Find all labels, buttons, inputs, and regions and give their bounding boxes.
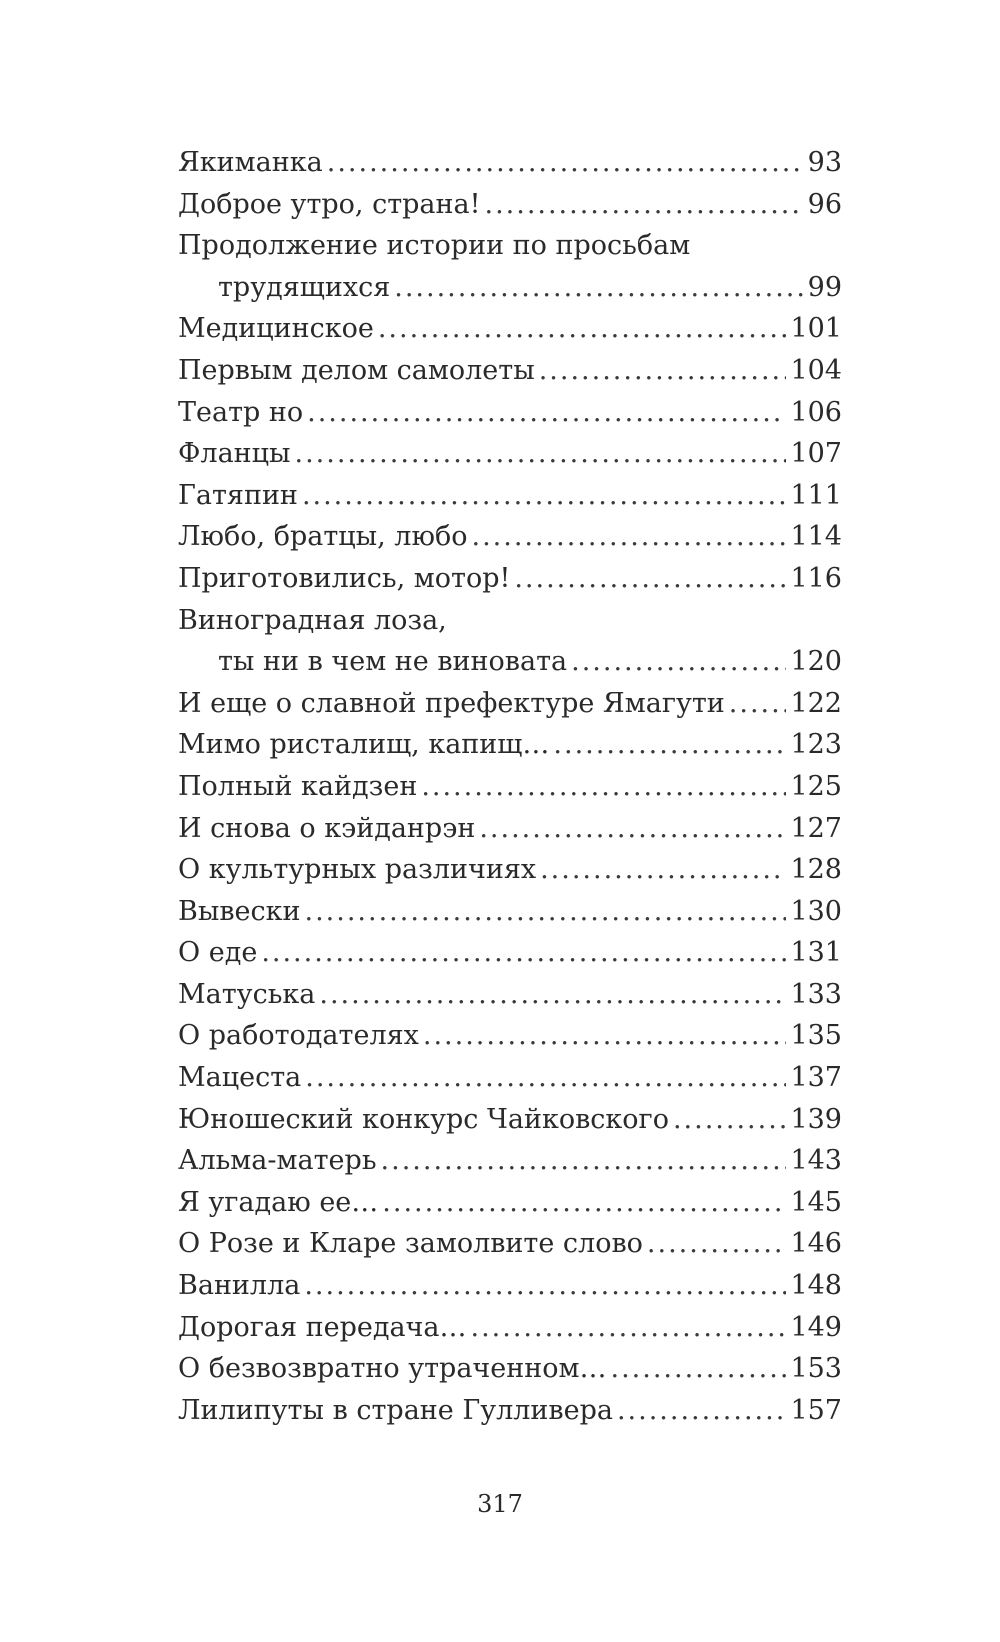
- toc-entry-title: Продолжение истории по просьбам: [178, 230, 691, 262]
- toc-entry: [178, 1057, 842, 1099]
- toc-entry: [178, 766, 842, 808]
- toc-entry-page: 145: [790, 1186, 842, 1218]
- toc-entry-page: 146: [790, 1228, 842, 1260]
- toc-entry-title: О безвозвратно утраченном…: [178, 1353, 607, 1385]
- toc-dot-leader: [571, 641, 786, 683]
- toc-entry-page: 120: [790, 646, 842, 678]
- toc-entry: [178, 1140, 842, 1182]
- toc-entry-line: [178, 1057, 842, 1099]
- page-number: 317: [477, 1490, 523, 1518]
- toc-dot-leader: [381, 1140, 787, 1182]
- toc-entry-title-continuation: ты ни в чем не виновата: [218, 646, 568, 678]
- toc-dot-leader: [319, 974, 786, 1016]
- toc-entry-title: О культурных различиях: [178, 854, 537, 886]
- toc-entry: [178, 1265, 842, 1307]
- toc-entry-page: 96: [807, 188, 842, 220]
- toc-entry-line: [178, 267, 842, 309]
- toc-entry: [178, 683, 842, 725]
- toc-entry-page: 128: [790, 854, 842, 886]
- toc-entry: [178, 1390, 842, 1432]
- toc-entry-line: [178, 849, 842, 891]
- toc-entry-title: Фланцы: [178, 438, 291, 470]
- toc-dot-leader: [295, 433, 787, 475]
- toc-entry: [178, 600, 842, 683]
- toc-entry-page: 157: [790, 1394, 842, 1426]
- toc-entry-line: [178, 1307, 842, 1349]
- toc-dot-leader: [421, 766, 786, 808]
- toc-entry-page: 139: [790, 1103, 842, 1135]
- toc-entry-title: И еще о славной префектуре Ямагути: [178, 687, 725, 719]
- toc-entry-title-continuation: трудящихся: [218, 271, 391, 303]
- toc-entry: [178, 433, 842, 475]
- toc-entry-title: Любо, братцы, любо: [178, 521, 468, 553]
- toc-dot-leader: [471, 1307, 787, 1349]
- toc-entry-page: 122: [790, 687, 842, 719]
- toc-entry-title: Приготовились, мотор!: [178, 562, 511, 594]
- toc-entry: [178, 808, 842, 850]
- toc-entry: [178, 1099, 842, 1141]
- toc-dot-leader: [479, 808, 786, 850]
- toc-entry: [178, 225, 842, 308]
- toc-dot-leader: [539, 350, 787, 392]
- toc-entry-page: 130: [790, 895, 842, 927]
- toc-entry-line: [178, 724, 842, 766]
- toc-dot-leader: [378, 308, 787, 350]
- toc-entry-line: [178, 350, 842, 392]
- toc-entry-line: [178, 1265, 842, 1307]
- toc-entry-page: 93: [807, 147, 842, 178]
- toc-entry-title: Мацеста: [178, 1062, 302, 1094]
- toc-entry-title: И снова о кэйданрэн: [178, 812, 476, 844]
- toc-entry-title: Медицинское: [178, 313, 374, 345]
- toc-entry-title: Ванилла: [178, 1270, 301, 1302]
- toc-entry-page: 131: [790, 937, 842, 969]
- toc-entry-page: 123: [790, 729, 842, 761]
- toc-entry-title: Якиманка: [178, 147, 323, 178]
- toc-dot-leader: [729, 683, 787, 725]
- toc-entry-line: [178, 516, 842, 558]
- toc-dot-leader: [382, 1182, 786, 1224]
- toc-entry-title: О работодателях: [178, 1020, 419, 1052]
- toc-entry-title: Доброе утро, страна!: [178, 188, 481, 220]
- toc-entry-title: Альма-матерь: [178, 1145, 377, 1177]
- toc-entry-line: [178, 891, 842, 933]
- table-of-contents: [178, 142, 842, 1431]
- toc-entry-page: 111: [790, 479, 842, 511]
- toc-dot-leader: [611, 1348, 787, 1390]
- toc-dot-leader: [673, 1099, 787, 1141]
- toc-entry: [178, 350, 842, 392]
- toc-entry-line: [178, 142, 842, 184]
- toc-entry-line: [178, 932, 842, 974]
- toc-entry-title: Виноградная лоза,: [178, 604, 447, 636]
- toc-entry: [178, 558, 842, 600]
- toc-entry-page: 107: [790, 438, 842, 470]
- toc-entry-line: [178, 808, 842, 850]
- toc-entry-line: [178, 433, 842, 475]
- toc-dot-leader: [553, 724, 786, 766]
- toc-entry: [178, 932, 842, 974]
- toc-entry-title: Театр но: [178, 396, 304, 428]
- toc-entry: [178, 142, 842, 184]
- toc-dot-leader: [304, 1265, 786, 1307]
- toc-entry-page: 153: [790, 1353, 842, 1385]
- toc-entry-page: 143: [790, 1145, 842, 1177]
- toc-entry-title: Мимо ристалищ, капищ…: [178, 729, 550, 761]
- toc-dot-leader: [302, 475, 787, 517]
- toc-dot-leader: [617, 1390, 786, 1432]
- toc-entry: [178, 1223, 842, 1265]
- toc-entry-page: 137: [790, 1062, 842, 1094]
- toc-entry-line: [178, 683, 842, 725]
- toc-entry-title: Лилипуты в стране Гулливера: [178, 1394, 613, 1426]
- toc-entry-line: [178, 1015, 842, 1057]
- toc-entry-page: 125: [790, 770, 842, 802]
- toc-entry: [178, 1348, 842, 1390]
- toc-entry-page: 114: [790, 521, 842, 553]
- toc-dot-leader: [514, 558, 786, 600]
- toc-dot-leader: [305, 1057, 786, 1099]
- toc-entry-page: 133: [790, 978, 842, 1010]
- toc-dot-leader: [647, 1223, 787, 1265]
- toc-entry-line: [178, 641, 842, 683]
- toc-dot-leader: [307, 392, 786, 434]
- toc-entry: [178, 516, 842, 558]
- toc-entry-line: [178, 308, 842, 350]
- toc-entry-line: [178, 1099, 842, 1141]
- toc-entry: [178, 891, 842, 933]
- toc-entry: [178, 849, 842, 891]
- toc-dot-leader: [327, 142, 804, 184]
- toc-entry-title: Полный кайдзен: [178, 770, 418, 802]
- toc-entry-page: 116: [790, 562, 842, 594]
- toc-entry-title: О еде: [178, 937, 258, 969]
- toc-entry-page: 149: [790, 1311, 842, 1343]
- toc-entry-page: 106: [790, 396, 842, 428]
- toc-entry: [178, 1182, 842, 1224]
- toc-entry: [178, 974, 842, 1016]
- toc-entry-page: 127: [790, 812, 842, 844]
- toc-entry-line: [178, 184, 842, 226]
- toc-entry: [178, 1015, 842, 1057]
- toc-entry-title: Я угадаю ее…: [178, 1186, 379, 1218]
- toc-entry-title: Юношеский конкурс Чайковского: [178, 1103, 669, 1135]
- toc-entry-line: [178, 766, 842, 808]
- toc-entry-line: [178, 392, 842, 434]
- toc-dot-leader: [305, 891, 787, 933]
- toc-entry-line: [178, 1140, 842, 1182]
- toc-dot-leader: [471, 516, 786, 558]
- toc-entry-line: [178, 1390, 842, 1432]
- toc-entry-page: 135: [790, 1020, 842, 1052]
- toc-entry-title: Первым делом самолеты: [178, 354, 535, 386]
- toc-entry-page: 101: [790, 313, 842, 345]
- toc-dot-leader: [261, 932, 786, 974]
- toc-entry-line: [178, 1223, 842, 1265]
- toc-entry-line: [178, 974, 842, 1016]
- toc-entry-title: Гатяпин: [178, 479, 298, 511]
- toc-dot-leader: [394, 267, 803, 309]
- toc-dot-leader: [484, 184, 803, 226]
- toc-entry: [178, 184, 842, 226]
- toc-entry-line: [178, 475, 842, 517]
- toc-entry-page: 148: [790, 1270, 842, 1302]
- toc-dot-leader: [540, 849, 786, 891]
- toc-entry: [178, 392, 842, 434]
- toc-entry-line: [178, 558, 842, 600]
- toc-entry-line: [178, 1182, 842, 1224]
- toc-entry-title: Вывески: [178, 895, 301, 927]
- toc-entry-line: [178, 1348, 842, 1390]
- toc-entry-title: Дорогая передача…: [178, 1311, 467, 1343]
- toc-entry-title: О Розе и Кларе замолвите слово: [178, 1228, 643, 1260]
- toc-entry: [178, 724, 842, 766]
- toc-entry: [178, 308, 842, 350]
- toc-dot-leader: [423, 1015, 787, 1057]
- toc-entry: [178, 1307, 842, 1349]
- toc-entry-page: 104: [790, 354, 842, 386]
- toc-entry: [178, 475, 842, 517]
- toc-entry-page: 99: [807, 271, 842, 303]
- toc-entry-title: Матуська: [178, 978, 316, 1010]
